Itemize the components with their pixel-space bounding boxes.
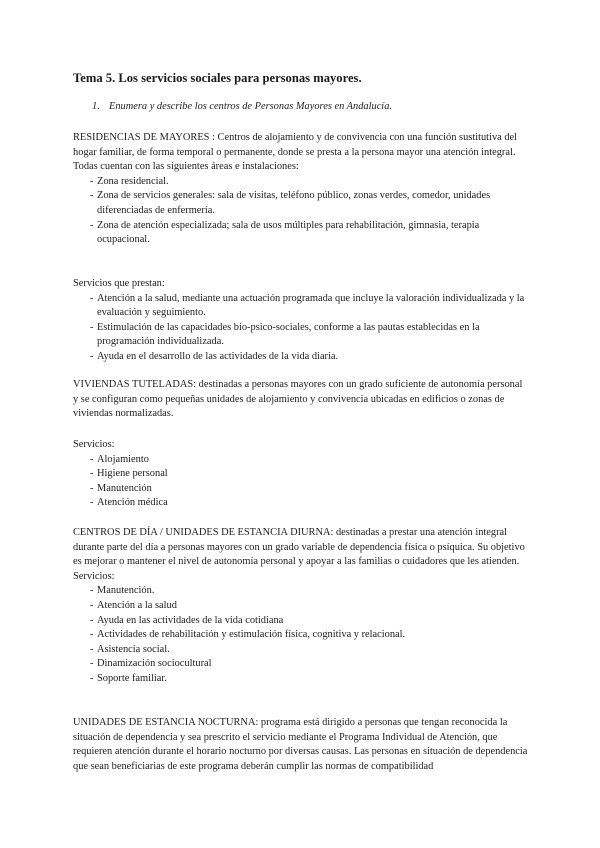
list-item: - Ayuda en las actividades de la vida cotidiana: [90, 614, 284, 626]
residencias-services-intro: Servicios que prestan:: [73, 278, 165, 289]
list-item: - Soporte familiar.: [90, 672, 167, 684]
section-residencias-services: [73, 277, 528, 365]
list-item: - Atención a la salud: [90, 599, 177, 611]
question-text: Enumera y describe los centros de Personas Mayores en Andalucía.: [109, 101, 392, 112]
viviendas-intro: VIVIENDAS TUTELADAS: destinadas a personas mayores con un grado suficiente de autonomía personal y se configuran como pequeñas unidades de alojamiento y convivencia ubicadas en edificios o zonas de viviendas normalizadas.: [73, 379, 523, 420]
list-item: - Estimulación de las capacidades bio-psico-sociales, conforme a las pautas establecidas en la programación individualizada.: [90, 321, 480, 348]
residencias-services-list: [73, 292, 528, 365]
list-item: - Dinamización sociocultural: [90, 658, 212, 670]
page-title: Tema 5. Los servicios sociales para personas mayores.: [73, 71, 362, 85]
list-item: - Manutención: [90, 482, 152, 494]
viviendas-services-intro: Servicios:: [73, 439, 115, 450]
section-residencias: [73, 131, 528, 248]
list-item: - Atención médica: [90, 497, 168, 509]
list-item: - Zona residencial.: [90, 175, 169, 187]
list-item: - Alojamiento: [90, 453, 149, 465]
section-nocturna: [73, 716, 528, 774]
viviendas-services-list: [73, 453, 528, 511]
list-item: - Atención a la salud, mediante una actuación programada que incluye la valoración individualizada y la evaluación y seguimiento.: [90, 292, 525, 319]
list-item: - Zona de servicios generales: sala de visitas, teléfono público, zonas verdes, comedor, unidades diferenciadas de enfermería.: [90, 190, 491, 216]
list-item: - Higiene personal: [90, 468, 168, 480]
centros-dia-services-list: [73, 584, 528, 686]
residencias-intro: RESIDENCIAS DE MAYORES : Centros de alojamiento y de convivencia con una función sustitutiva del hogar familiar, de forma temporal o permanente, donde se presta a la persona mayor una atención integral.: [73, 132, 518, 158]
list-item: - Actividades de rehabilitación y estimulación física, cognitiva y relacional.: [90, 629, 406, 641]
list-item: - Ayuda en el desarrollo de las actividades de la vida diaria.: [90, 350, 339, 362]
section-viviendas: [73, 378, 528, 422]
centros-dia-intro: CENTROS DE DÍA / UNIDADES DE ESTANCIA DIURNA: destinadas a prestar una atención integral durante parte del día a personas mayores con un grado variable de dependencia física o psíquica. Su objetivo es mejorar o mantener el nivel de autonomía personal y apoyar a las familias o cuidadores que les atienden.: [73, 527, 525, 568]
question-number: 1.: [92, 101, 100, 112]
nocturna-intro: UNIDADES DE ESTANCIA NOCTURNA: programa está dirigido a personas que tengan reconocida la situación de dependencia y sea prescrito el servicio mediante el Programa Individual de Atención, que requieren atención durante el horario nocturno por diversas causas. Las personas en situación de dependencia que sean beneficiarias de este programa deberán cumplir las normas de compatibilidad: [73, 717, 528, 772]
section-centros-dia: [73, 526, 528, 687]
question-heading: [92, 100, 392, 115]
list-item: - Asistencia social.: [90, 643, 170, 655]
list-item: - Manutención.: [90, 585, 155, 597]
centros-dia-services-intro: Servicios:: [73, 570, 115, 582]
residencias-areas-intro: Todas cuentan con las siguientes áreas e instalaciones:: [73, 161, 299, 173]
section-viviendas-services: [73, 438, 528, 511]
list-item: - Zona de atención especializada; sala de usos múltiples para rehabilitación, gimnasia, terapia ocupacional.: [90, 219, 480, 246]
residencias-areas-list: [73, 175, 528, 248]
